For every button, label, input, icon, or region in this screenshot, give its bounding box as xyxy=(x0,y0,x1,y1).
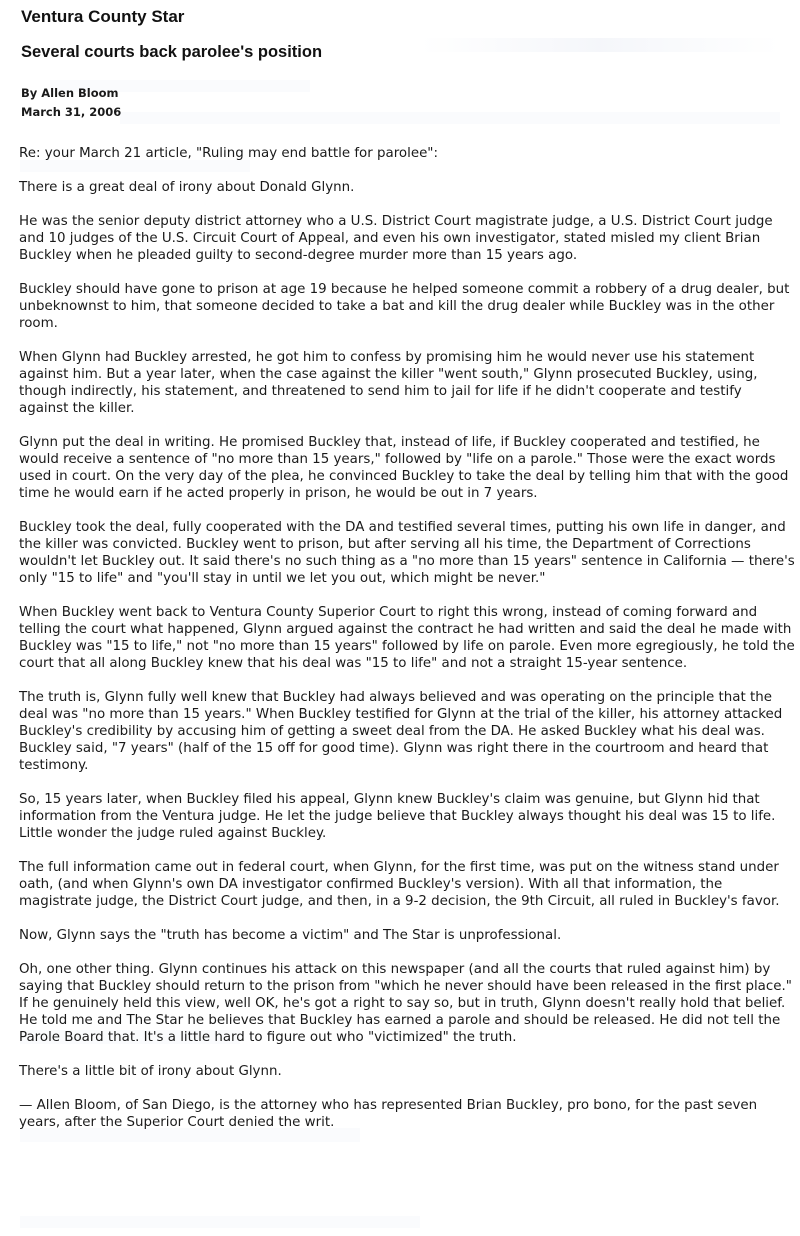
bleed-through-text xyxy=(20,1216,420,1228)
article-paragraph: He was the senior deputy district attorney who a U.S. District Court magistrate judge, a U.S. District Court judge and 10 judges of the U.S. Circuit Court of Appeal, and even his own investigator, stated misled my client Brian Buckley when he pleaded guilty to second-degree murder more than 15 years ago. xyxy=(19,214,773,263)
article-paragraph: Now, Glynn says the "truth has become a victim" and The Star is unprofessional. xyxy=(19,928,562,943)
bleed-through-text xyxy=(120,112,780,124)
article-paragraph: Buckley should have gone to prison at age 19 because he helped someone commit a robbery of a drug dealer, but unbeknownst to him, that someone decided to take a bat and kill the drug dealer while Buckley was in the other room. xyxy=(19,282,790,331)
author-byline: By Allen Bloom xyxy=(21,86,119,100)
article-paragraph: The full information came out in federal court, when Glynn, for the first time, was put on the witness stand under oath, (and when Glynn's own DA investigator confirmed Buckley's version). With all that information, the magistrate judge, the District Court judge, and then, in a 9-2 decision, the 9th Circuit, all ruled in Buckley's favor. xyxy=(19,860,780,909)
article-paragraph: So, 15 years later, when Buckley filed his appeal, Glynn knew Buckley's claim was genuine, but Glynn hid that information from the Ventura judge. He let the judge believe that Buckley always thought his deal was 15 to life. Little wonder the judge ruled against Buckley. xyxy=(19,792,776,841)
article-paragraph: When Buckley went back to Ventura County Superior Court to right this wrong, instead of coming forward and telling the court what happened, Glynn argued against the contract he had written and said the deal he made with Buckley was "15 to life," not "no more than 15 years" followed by life on parole. Even more egregiously, he told the court that all along Buckley knew that his deal was "15 to life" and not a straight 15-year sentence. xyxy=(19,605,795,671)
article-paragraph: Glynn put the deal in writing. He promised Buckley that, instead of life, if Buckley cooperated and testified, he would receive a sentence of "no more than 15 years," followed by "life on a parole." Those were the exact words used in court. On the very day of the plea, he convinced Buckley to take the deal by telling him that with the good time he would earn if he acted properly in prison, he would be out in 7 years. xyxy=(19,435,789,501)
publication-name: Ventura County Star xyxy=(21,7,185,26)
article-paragraph: The truth is, Glynn fully well knew that Buckley had always believed and was operating on the principle that the deal was "no more than 15 years." When Buckley testified for Glynn at the trial of the killer, his attorney attacked Buckley's credibility by accusing him of getting a sweet deal from the DA. He asked Buckley what his deal was. Buckley said, "7 years" (half of the 15 off for good time). Glynn was right there in the courtroom and heard that testimony. xyxy=(19,690,783,773)
article-body xyxy=(19,145,795,1148)
article-paragraph: When Glynn had Buckley arrested, he got him to confess by promising him he would never use his statement against him. But a year later, when the case against the killer "went south," Glynn prosecuted Buckley, using, though indirectly, his statement, and threatened to send him to jail for life if he didn't cooperate and testify against the killer. xyxy=(19,350,758,416)
publish-date: March 31, 2006 xyxy=(21,105,122,119)
bleed-through-text xyxy=(420,38,780,52)
article-paragraph: Re: your March 21 article, "Ruling may end battle for parolee": xyxy=(19,146,438,161)
byline-block xyxy=(21,84,121,122)
article-signoff: — Allen Bloom, of San Diego, is the attorney who has represented Brian Buckley, pro bono, for the past seven years, after the Superior Court denied the writ. xyxy=(19,1098,758,1130)
article-paragraph: There is a great deal of irony about Donald Glynn. xyxy=(19,180,355,195)
article-paragraph: There's a little bit of irony about Glynn. xyxy=(19,1064,282,1079)
article-paragraph: Buckley took the deal, fully cooperated with the DA and testified several times, putting his own life in danger, and the killer was convicted. Buckley went to prison, but after serving all his time, the Department of Corrections wouldn't let Buckley out. It said there's no such thing as a "no more than 15 years" sentence in California — there's only "15 to life" and "you'll stay in until we let you out, which might be never." xyxy=(19,520,795,586)
article-paragraph: Oh, one other thing. Glynn continues his attack on this newspaper (and all the courts that ruled against him) by saying that Buckley should return to the prison from "which he never should have been released in the first place." If he genuinely held this view, well OK, he's got a right to say so, but in truth, Glynn doesn't really hold that belief. He told me and The Star he believes that Buckley has earned a parole and should be released. He did not tell the Parole Board that. It's a little hard to figure out who "victimized" the truth. xyxy=(19,962,792,1045)
article-headline: Several courts back parolee's position xyxy=(21,43,323,61)
